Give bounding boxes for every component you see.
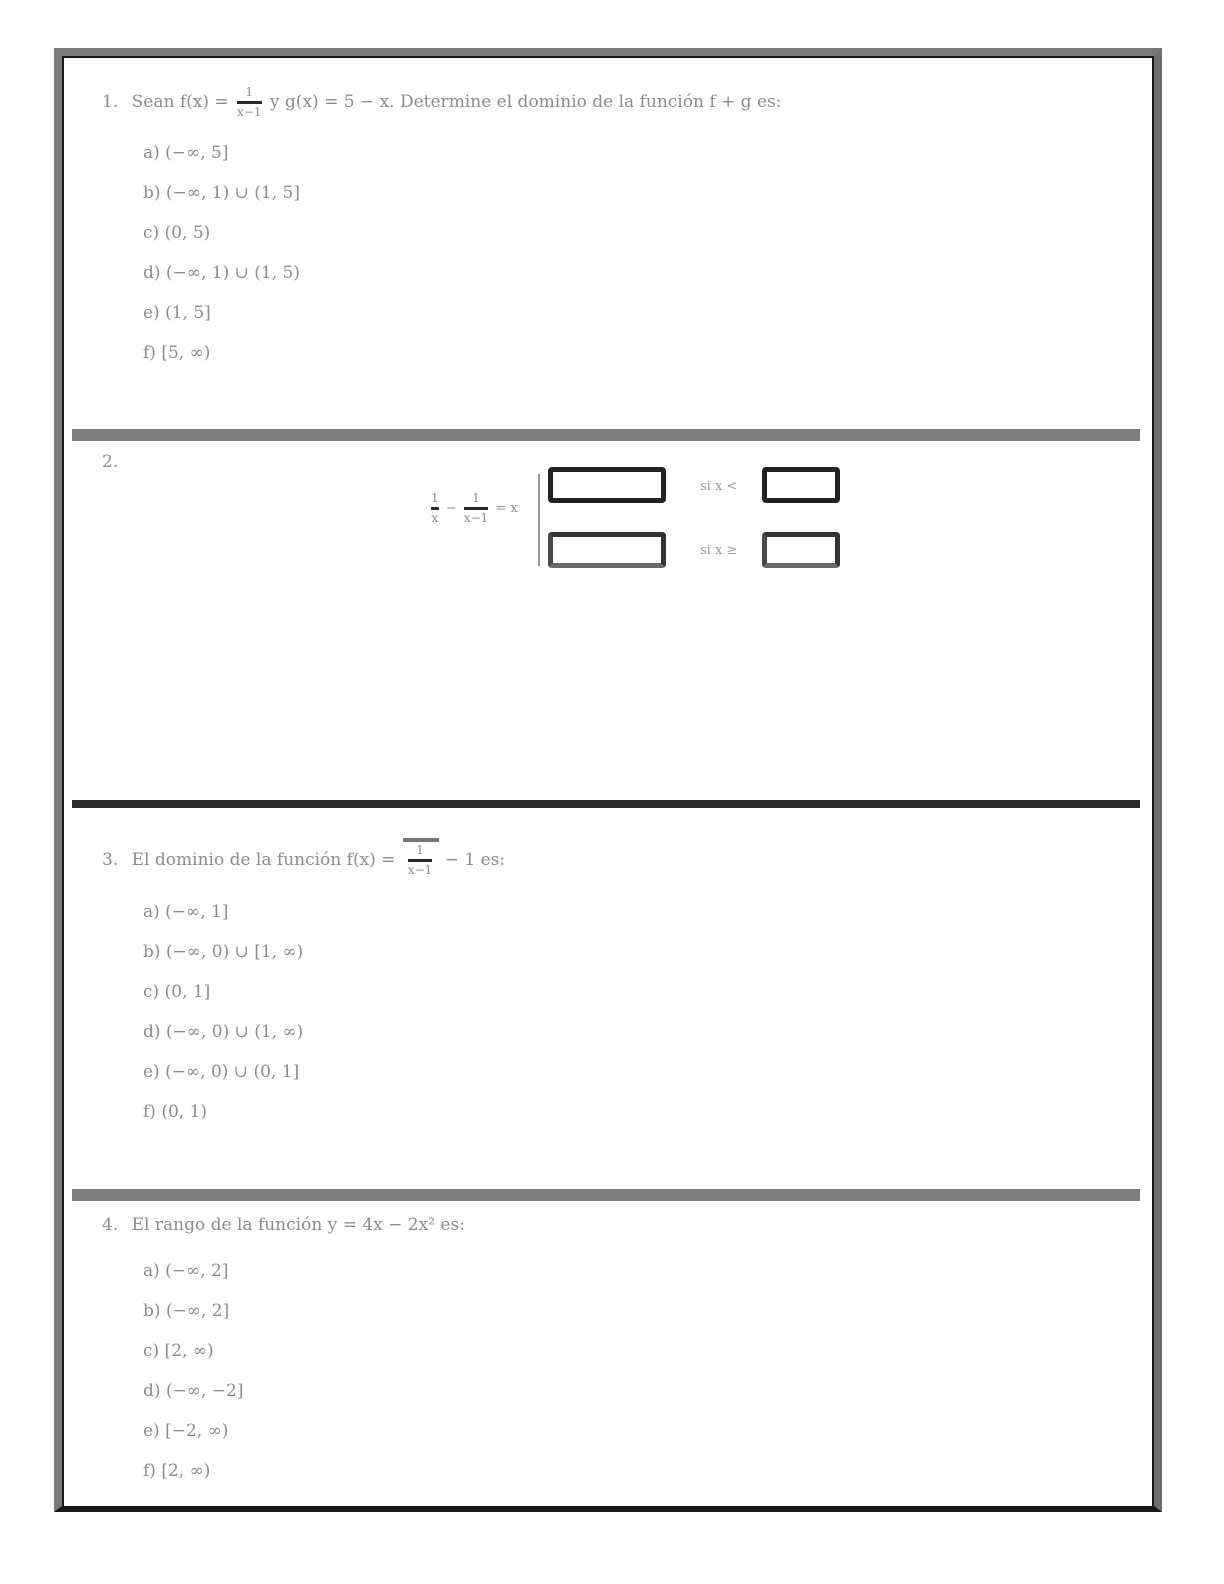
option-a[interactable]: a) (−∞, 1] — [143, 902, 229, 922]
option-d[interactable]: d) (−∞, −2] — [143, 1381, 244, 1401]
option-f[interactable]: f) [2, ∞) — [143, 1461, 211, 1481]
stem-prefix: Sean f(x) = — [131, 92, 229, 112]
fraction — [464, 492, 488, 525]
fraction-denominator: x−1 — [237, 105, 262, 119]
section-divider — [72, 800, 1140, 808]
piecewise-brace — [538, 474, 548, 566]
option-b[interactable]: b) (−∞, 2] — [143, 1301, 230, 1321]
fraction — [431, 492, 439, 525]
option-d[interactable]: d) (−∞, 0) ∪ (1, ∞) — [143, 1022, 304, 1042]
answer-box-top-expression[interactable] — [548, 467, 666, 503]
option-f[interactable]: f) [5, ∞) — [143, 343, 211, 363]
option-e[interactable]: e) [−2, ∞) — [143, 1421, 229, 1441]
fraction-numerator: 1 — [245, 85, 254, 99]
option-c[interactable]: c) [2, ∞) — [143, 1341, 214, 1361]
option-e[interactable]: e) (−∞, 0) ∪ (0, 1] — [143, 1062, 300, 1082]
square-root — [403, 838, 439, 877]
question-2-number: 2. — [102, 452, 119, 472]
option-b[interactable]: b) (−∞, 1) ∪ (1, 5] — [143, 183, 300, 203]
fraction-numerator: 1 — [416, 843, 424, 857]
option-d[interactable]: d) (−∞, 1) ∪ (1, 5) — [143, 263, 300, 283]
stem-suffix: y g(x) = 5 − x. Determine el dominio de la función f + g es: — [269, 92, 782, 112]
question-number: 1. — [102, 92, 119, 112]
stem-suffix: − 1 es: — [444, 850, 506, 870]
fraction — [237, 86, 261, 119]
option-a[interactable]: a) (−∞, 5] — [143, 143, 229, 163]
stem-prefix: El dominio de la función f(x) = — [131, 850, 396, 870]
question-number: 3. — [102, 850, 119, 870]
answer-box-bottom-value[interactable] — [762, 532, 840, 568]
fraction-numerator: 1 — [472, 491, 480, 505]
option-b[interactable]: b) (−∞, 0) ∪ [1, ∞) — [143, 942, 304, 962]
answer-box-bottom-expression[interactable] — [548, 532, 666, 568]
fraction — [408, 844, 432, 877]
section-divider — [72, 1189, 1140, 1201]
answer-box-top-value[interactable] — [762, 467, 840, 503]
question-1-stem — [102, 86, 781, 119]
stem-text: El rango de la función y = 4x − 2x² es: — [131, 1215, 465, 1235]
fraction-numerator: 1 — [431, 491, 439, 505]
lhs-tail: = x — [495, 501, 518, 516]
option-c[interactable]: c) (0, 1] — [143, 982, 211, 1002]
question-4-stem — [102, 1215, 465, 1235]
fraction-denominator: x — [431, 511, 439, 525]
option-e[interactable]: e) (1, 5] — [143, 303, 211, 323]
question-3-stem — [102, 838, 505, 877]
condition-label-bottom: si x ≥ — [700, 543, 738, 558]
question-number: 4. — [102, 1215, 119, 1235]
partial-fraction-lhs: $\frac{1}{x}$ − $\frac{1}{x-1}$ = x — [431, 491, 518, 525]
fraction-denominator: x−1 — [463, 511, 489, 525]
condition-label-top: si x < — [700, 479, 738, 494]
fraction-denominator: x−1 — [407, 863, 433, 877]
option-c[interactable]: c) (0, 5) — [143, 223, 211, 243]
option-f[interactable]: f) (0, 1) — [143, 1102, 208, 1122]
section-divider — [72, 429, 1140, 441]
option-a[interactable]: a) (−∞, 2] — [143, 1261, 229, 1281]
